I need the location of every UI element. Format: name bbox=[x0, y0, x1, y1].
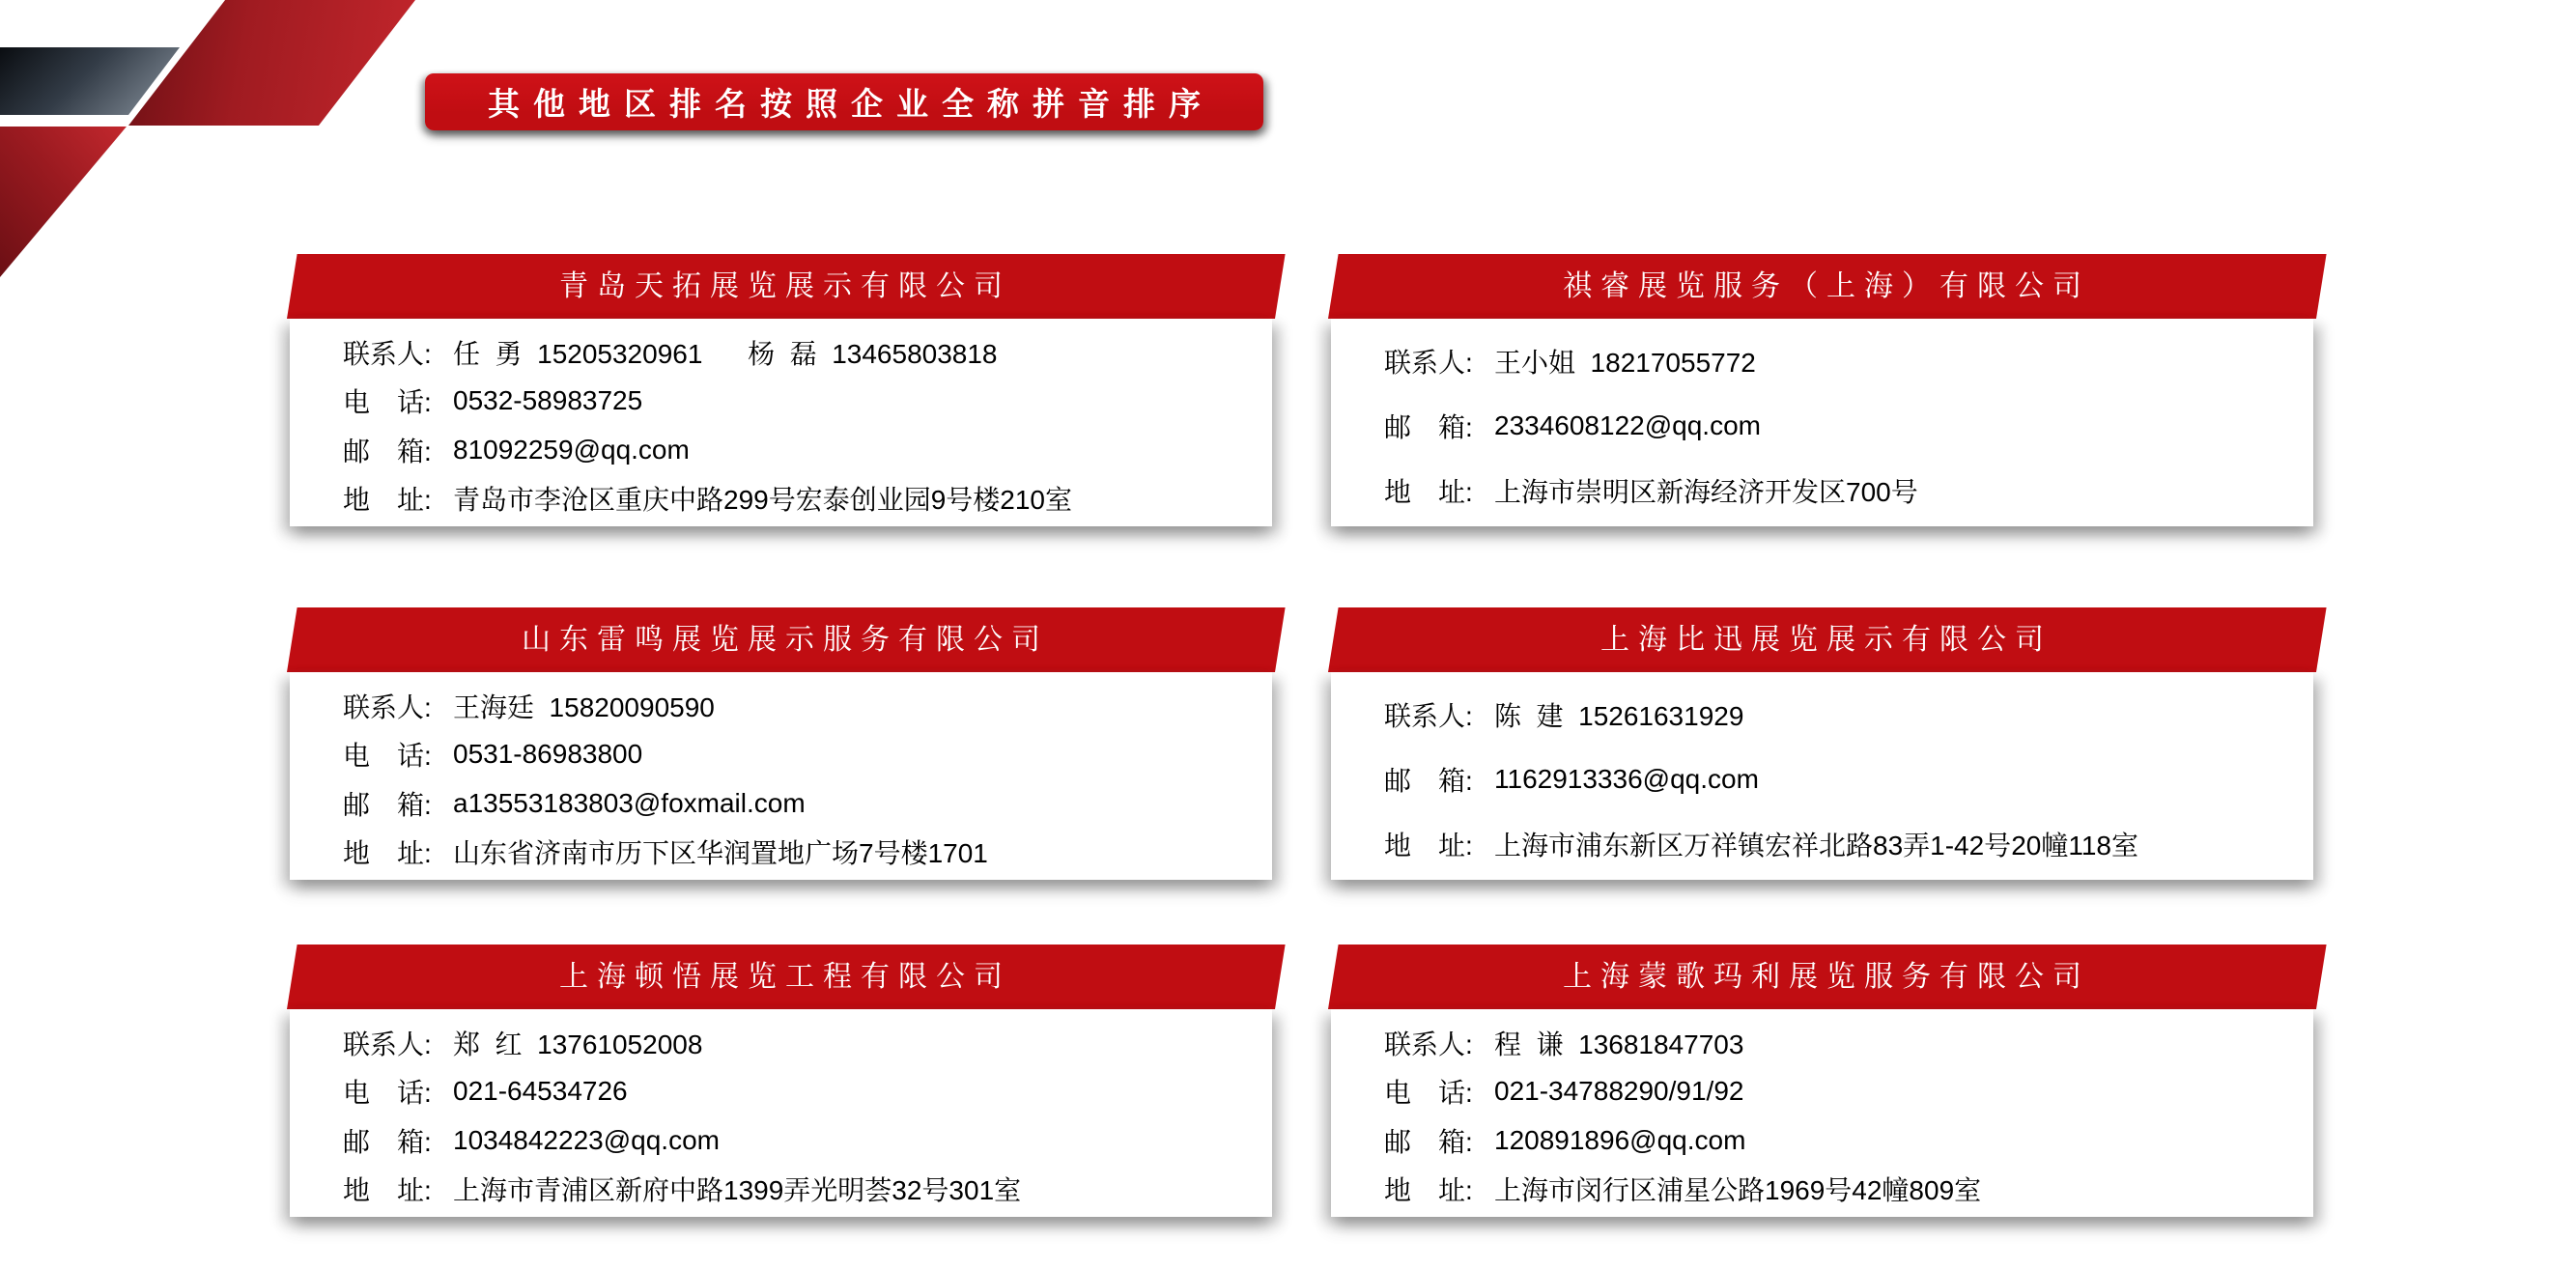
company-name: 祺睿展览服务（上海）有限公司 bbox=[1563, 270, 2090, 302]
company-name: 上海比迅展览展示有限公司 bbox=[1600, 624, 2052, 656]
contact-row-value: 王小姐 18217055772 bbox=[1494, 347, 1756, 378]
contact-row-label: 地 址: bbox=[343, 837, 432, 868]
contact-row bbox=[343, 1165, 1243, 1213]
corner-slate-parallelogram bbox=[0, 47, 180, 115]
contact-row bbox=[343, 730, 1243, 778]
company-card-body bbox=[290, 319, 1272, 526]
contact-row-label: 地 址: bbox=[343, 1174, 432, 1205]
contact-row bbox=[343, 426, 1243, 474]
company-card-body bbox=[290, 1009, 1272, 1217]
company-card bbox=[1331, 607, 2313, 880]
contact-row bbox=[1384, 1067, 2284, 1115]
company-card bbox=[290, 945, 1272, 1217]
company-card bbox=[290, 254, 1272, 526]
company-card bbox=[290, 607, 1272, 880]
contact-row-value: 1034842223@qq.com bbox=[453, 1124, 720, 1155]
company-card bbox=[1331, 254, 2313, 526]
company-card-body bbox=[1331, 1009, 2313, 1217]
company-card-body bbox=[290, 672, 1272, 880]
contact-row-value: 0532-58983725 bbox=[453, 385, 643, 416]
contact-row-value: 0531-86983800 bbox=[453, 739, 643, 770]
contact-row-value: 山东省济南市历下区华润置地广场7号楼1701 bbox=[453, 837, 988, 868]
contact-row-value: 陈 建 15261631929 bbox=[1494, 700, 1744, 731]
contact-row-value: a13553183803@foxmail.com bbox=[453, 787, 806, 818]
company-name: 上海顿悟展览工程有限公司 bbox=[559, 961, 1011, 993]
corner-red-parallelogram bbox=[128, 0, 415, 126]
contact-row-value: 王海廷 15820090590 bbox=[453, 692, 715, 723]
contact-row-label: 联系人: bbox=[1384, 700, 1473, 731]
contact-row-value: 上海市浦东新区万祥镇宏祥北路83弄1-42号20幢118室 bbox=[1494, 830, 2138, 860]
contact-row-label: 联系人: bbox=[1384, 347, 1473, 378]
contact-row bbox=[343, 377, 1243, 425]
section-title-banner bbox=[425, 73, 1263, 130]
company-card-header bbox=[1328, 254, 2316, 319]
contact-row-label: 联系人: bbox=[343, 339, 432, 370]
contact-row-label: 邮 箱: bbox=[1384, 1126, 1473, 1157]
contact-row-label: 邮 箱: bbox=[343, 1126, 432, 1157]
contact-row bbox=[1384, 747, 2284, 811]
contact-row bbox=[343, 474, 1243, 522]
company-card-body bbox=[1331, 319, 2313, 526]
contact-row-label: 邮 箱: bbox=[1384, 411, 1473, 442]
contact-row-label: 电 话: bbox=[343, 387, 432, 418]
contact-row-value: 程 谦 13681847703 bbox=[1494, 1029, 1744, 1060]
contact-row bbox=[1384, 1165, 2284, 1213]
contact-row-label: 邮 箱: bbox=[1384, 765, 1473, 796]
contact-row bbox=[1384, 458, 2284, 522]
contact-row-label: 地 址: bbox=[343, 484, 432, 515]
contact-row-label: 联系人: bbox=[343, 692, 432, 723]
contact-row-label: 地 址: bbox=[1384, 830, 1473, 860]
contact-row bbox=[1384, 1116, 2284, 1165]
contact-row-value: 120891896@qq.com bbox=[1494, 1124, 1746, 1155]
company-card-body bbox=[1331, 672, 2313, 880]
contact-row-label: 联系人: bbox=[343, 1029, 432, 1060]
section-title-text: 其他地区排名按照企业全称拼音排序 bbox=[488, 86, 1214, 122]
contact-row bbox=[1384, 328, 2284, 393]
contact-row-value: 2334608122@qq.com bbox=[1494, 409, 1761, 440]
company-card-header bbox=[1328, 945, 2316, 1009]
contact-row-label: 电 话: bbox=[343, 741, 432, 772]
contact-row-value: 青岛市李沧区重庆中路299号宏泰创业园9号楼210室 bbox=[453, 484, 1073, 515]
company-name: 上海蒙歌玛利展览服务有限公司 bbox=[1563, 961, 2090, 993]
company-name: 山东雷鸣展览展示服务有限公司 bbox=[522, 624, 1049, 656]
contact-row bbox=[1384, 682, 2284, 747]
company-name: 青岛天拓展览展示有限公司 bbox=[559, 270, 1011, 302]
contact-row bbox=[343, 1019, 1243, 1067]
contact-row-value: 81092259@qq.com bbox=[453, 434, 690, 465]
contact-row-label: 电 话: bbox=[343, 1078, 432, 1109]
contact-row bbox=[1384, 393, 2284, 458]
contact-row-label: 联系人: bbox=[1384, 1029, 1473, 1060]
contact-row-label: 邮 箱: bbox=[343, 789, 432, 820]
contact-row bbox=[343, 779, 1243, 828]
contact-row-value: 任 勇 15205320961 杨 磊 13465803818 bbox=[453, 339, 998, 370]
contact-row-value: 郑 红 13761052008 bbox=[453, 1029, 703, 1060]
company-card bbox=[1331, 945, 2313, 1217]
contact-row-label: 地 址: bbox=[1384, 1174, 1473, 1205]
contact-row-label: 电 话: bbox=[1384, 1078, 1473, 1109]
contact-row-value: 上海市青浦区新府中路1399弄光明荟32号301室 bbox=[453, 1174, 1022, 1205]
contact-row-value: 上海市闵行区浦星公路1969号42幢809室 bbox=[1494, 1174, 1982, 1205]
company-card-header bbox=[287, 254, 1275, 319]
contact-row-value: 上海市崇明区新海经济开发区700号 bbox=[1494, 476, 1918, 507]
contact-row bbox=[343, 828, 1243, 876]
contact-row-value: 021-34788290/91/92 bbox=[1494, 1076, 1744, 1107]
contact-row bbox=[1384, 811, 2284, 876]
company-card-header bbox=[287, 607, 1275, 672]
contact-row-label: 地 址: bbox=[1384, 476, 1473, 507]
company-card-header bbox=[1328, 607, 2316, 672]
corner-red-triangle bbox=[0, 127, 127, 277]
contact-row-value: 021-64534726 bbox=[453, 1076, 628, 1107]
contact-row bbox=[343, 1116, 1243, 1165]
contact-row-label: 邮 箱: bbox=[343, 436, 432, 466]
contact-row-value: 1162913336@qq.com bbox=[1494, 763, 1759, 794]
contact-row bbox=[343, 328, 1243, 377]
contact-row bbox=[1384, 1019, 2284, 1067]
contact-row bbox=[343, 1067, 1243, 1115]
contact-row bbox=[343, 682, 1243, 730]
company-card-header bbox=[287, 945, 1275, 1009]
